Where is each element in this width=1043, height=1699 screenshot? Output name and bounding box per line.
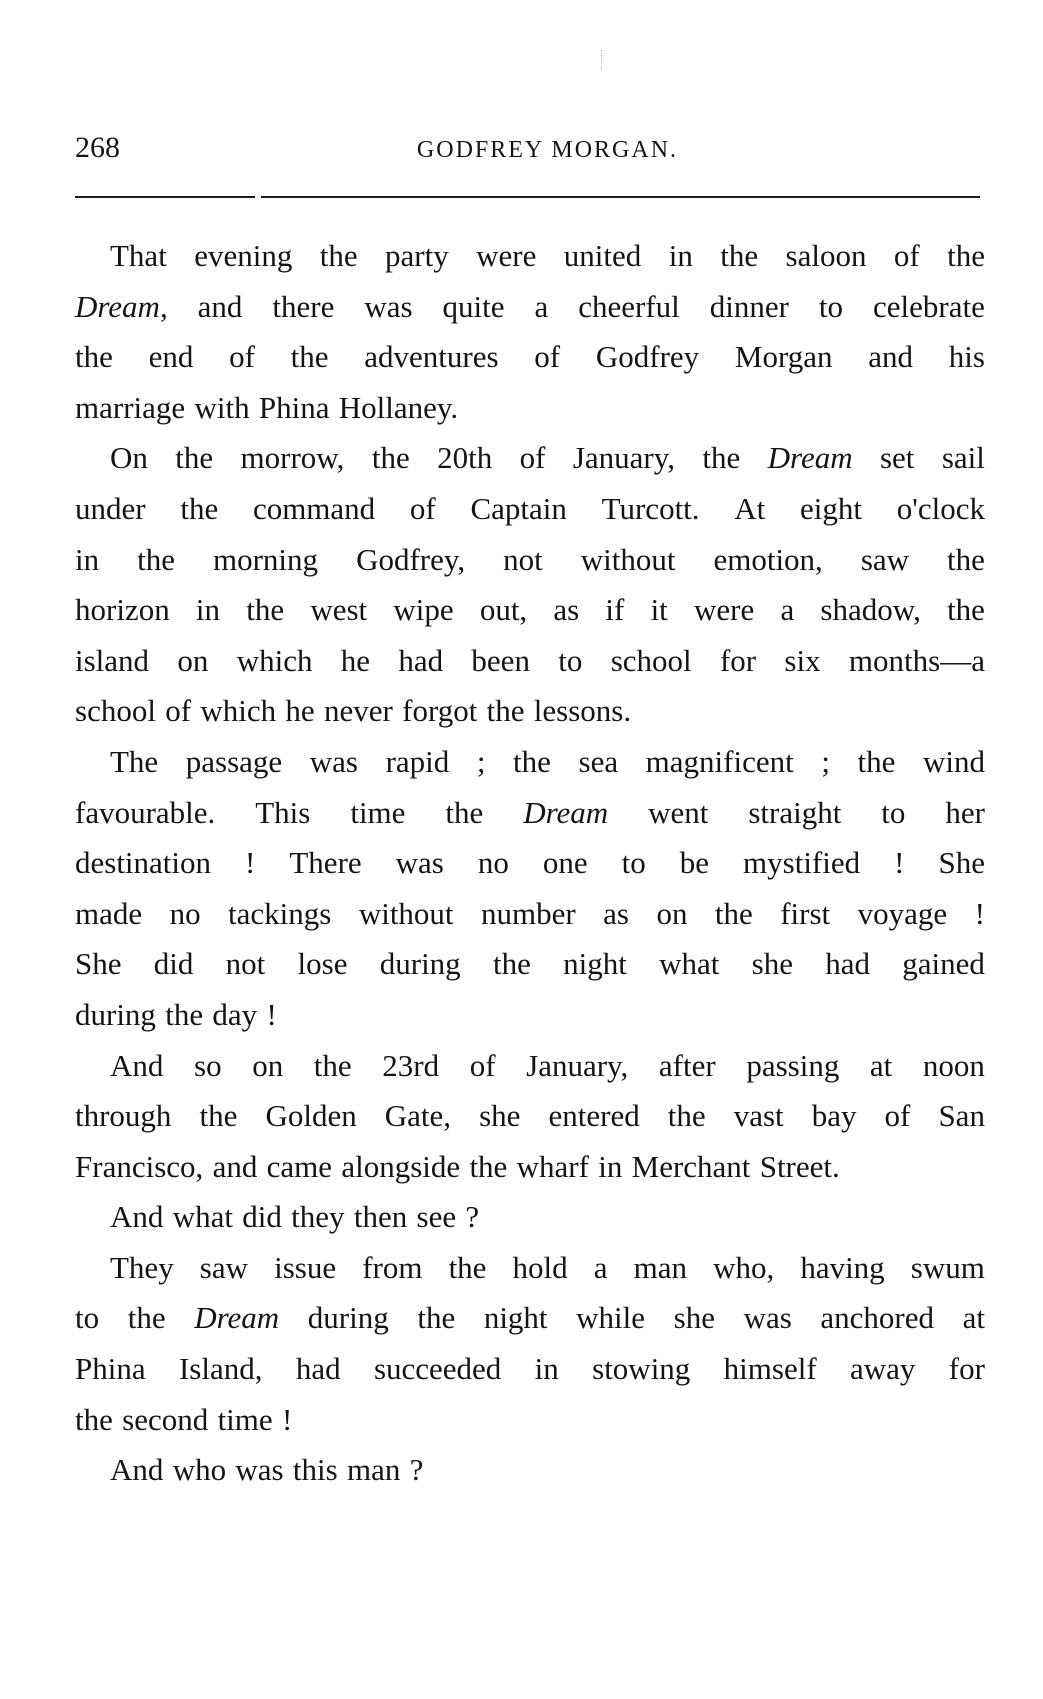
text-line: the end of the adventures of Godfrey Morgan and his: [75, 339, 985, 375]
text-line: The passage was rapid ; the sea magnificent ; the wind: [110, 743, 985, 779]
page-header: [75, 128, 980, 168]
text-line: horizon in the west wipe out, as if it were a shadow, the: [75, 592, 985, 628]
text-line: school of which he never forgot the lessons.: [75, 693, 632, 729]
paragraph: [75, 1445, 985, 1496]
paragraph: [75, 1243, 985, 1445]
text-line: Dream, and there was quite a cheerful dinner to celebrate: [75, 288, 985, 324]
text-line: destination ! There was no one to be mystified ! She: [75, 845, 985, 881]
text-line: the second time !: [75, 1401, 293, 1437]
running-title: GODFREY MORGAN.: [416, 137, 679, 163]
text-line: She did not lose during the night what she had gained: [75, 946, 985, 982]
text-line: during the day !: [75, 996, 277, 1032]
body-text: [75, 231, 985, 1496]
text-line: island on which he had been to school for six months—a: [75, 642, 985, 678]
text-line: And so on the 23rd of January, after passing at noon: [110, 1047, 985, 1083]
text-line: And what did they then see ?: [110, 1199, 480, 1235]
text-line: through the Golden Gate, she entered the vast bay of San: [75, 1098, 985, 1134]
text-line: And who was this man ?: [110, 1452, 424, 1488]
text-line: Francisco, and came alongside the wharf in Merchant Street.: [75, 1148, 840, 1184]
text-line: under the command of Captain Turcott. At eight o'clock: [75, 490, 985, 526]
text-line: They saw issue from the hold a man who, having swum: [110, 1249, 985, 1285]
text-line: On the morrow, the 20th of January, the Dream set sail: [110, 440, 985, 476]
scan-mark: [601, 50, 604, 70]
text-line: Phina Island, had succeeded in stowing himself away for: [75, 1351, 985, 1387]
text-line: to the Dream during the night while she was anchored at: [75, 1300, 985, 1336]
paragraph: [75, 1192, 985, 1243]
paragraph: [75, 433, 985, 737]
paragraph: [75, 1041, 985, 1193]
paragraph: [75, 231, 985, 433]
page-number: 268: [75, 131, 120, 164]
text-line: marriage with Phina Hollaney.: [75, 389, 459, 425]
text-line: made no tackings without number as on the first voyage !: [75, 895, 985, 931]
text-line: favourable. This time the Dream went straight to her: [75, 794, 985, 830]
paragraph: [75, 737, 985, 1041]
header-rule: [75, 196, 980, 198]
text-line: That evening the party were united in the saloon of the: [110, 238, 985, 273]
text-line: in the morning Godfrey, not without emotion, saw the: [75, 541, 985, 577]
